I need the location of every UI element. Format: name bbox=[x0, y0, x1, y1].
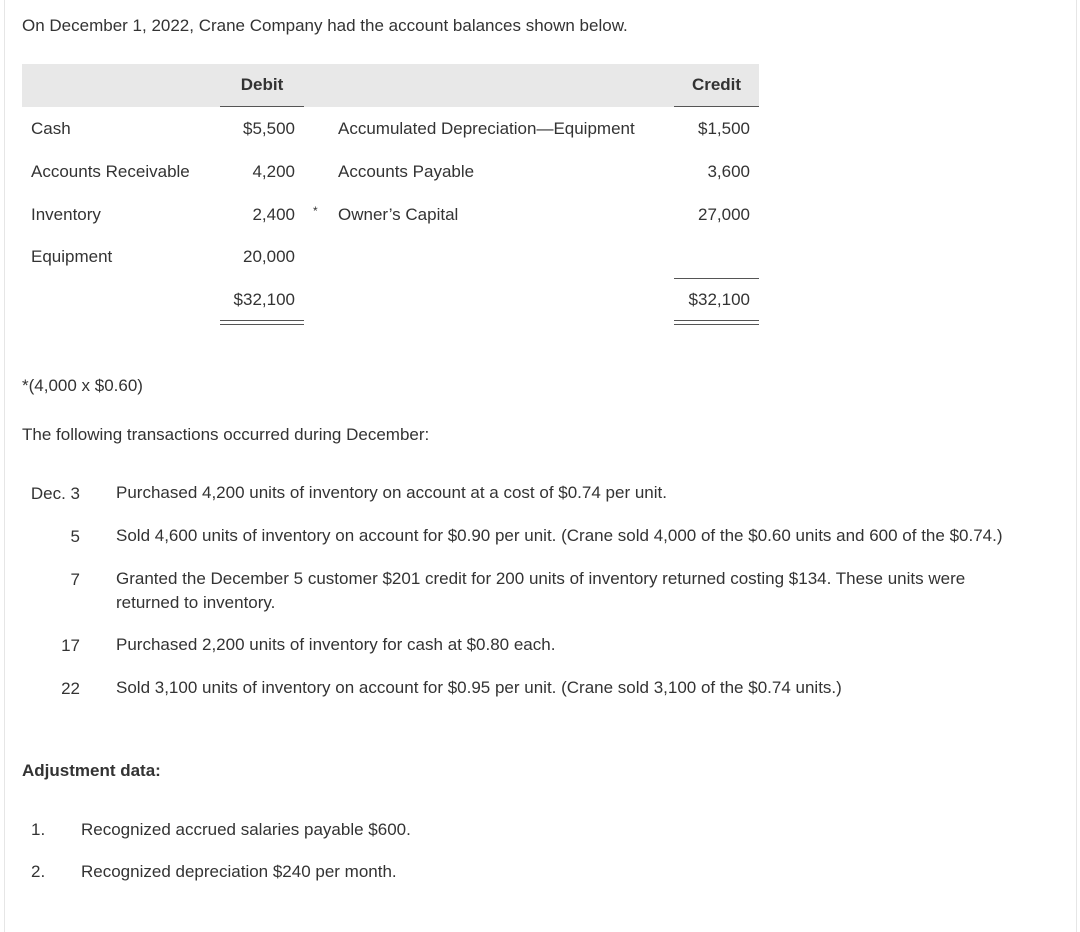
debit-account: Accounts Receivable bbox=[31, 162, 190, 181]
adjustment-number: 2. bbox=[31, 862, 46, 881]
debit-amount: 4,200 bbox=[252, 162, 295, 181]
transaction-text: Sold 4,600 units of inventory on account for $0.90 per unit. (Crane sold 4,000 of the $0.60 units and 600 of the $0.74.) bbox=[116, 526, 1003, 545]
debit-amount: 2,400 bbox=[252, 205, 295, 224]
table-header-band bbox=[22, 64, 759, 107]
credit-header-underline bbox=[674, 106, 759, 107]
transactions-intro: The following transactions occurred during December: bbox=[22, 425, 430, 444]
footnote-marker: * bbox=[313, 204, 318, 218]
transaction-text: Purchased 4,200 units of inventory on account at a cost of $0.74 per unit. bbox=[116, 483, 667, 502]
credit-amount: 3,600 bbox=[707, 162, 750, 181]
credit-total-rule bbox=[674, 278, 759, 279]
intro-text: On December 1, 2022, Crane Company had the account balances shown below. bbox=[22, 16, 628, 35]
credit-account: Accumulated Depreciation—Equipment bbox=[338, 119, 635, 138]
transaction-text: Sold 3,100 units of inventory on account for $0.95 per unit. (Crane sold 3,100 of the $0.74 units.) bbox=[116, 678, 842, 697]
transaction-text: Purchased 2,200 units of inventory for cash at $0.80 each. bbox=[116, 635, 556, 654]
adjustment-number: 1. bbox=[31, 820, 46, 839]
transaction-date: 7 bbox=[70, 570, 80, 589]
footnote: *(4,000 x $0.60) bbox=[22, 376, 143, 395]
transaction-date: 17 bbox=[61, 636, 80, 655]
content-frame bbox=[4, 0, 1077, 932]
adjustment-text: Recognized depreciation $240 per month. bbox=[81, 862, 397, 881]
credit-double-rule-2 bbox=[674, 324, 759, 325]
credit-account: Accounts Payable bbox=[338, 162, 475, 181]
debit-amount: 20,000 bbox=[243, 247, 295, 266]
debit-amount: $5,500 bbox=[243, 119, 295, 138]
debit-account: Cash bbox=[31, 119, 71, 138]
adjustment-text: Recognized accrued salaries payable $600. bbox=[81, 820, 411, 839]
credit-header: Credit bbox=[691, 75, 742, 94]
debit-header-underline bbox=[220, 106, 304, 107]
debit-total: $32,100 bbox=[233, 290, 295, 309]
debit-header: Debit bbox=[240, 75, 284, 94]
credit-double-rule-1 bbox=[674, 320, 759, 321]
debit-double-rule-2 bbox=[220, 324, 304, 325]
transaction-date: 5 bbox=[70, 527, 80, 546]
adjustment-title: Adjustment data: bbox=[22, 761, 161, 780]
credit-account: Owner’s Capital bbox=[338, 205, 459, 224]
transaction-date: 22 bbox=[61, 679, 80, 698]
debit-account: Equipment bbox=[31, 247, 113, 266]
debit-double-rule-1 bbox=[220, 320, 304, 321]
transaction-date: Dec. 3 bbox=[30, 484, 80, 503]
transaction-text: Granted the December 5 customer $201 credit for 200 units of inventory returned costing $134. These units were returned to inventory. bbox=[116, 569, 966, 612]
credit-amount: $1,500 bbox=[698, 119, 750, 138]
credit-total: $32,100 bbox=[688, 290, 750, 309]
credit-amount: 27,000 bbox=[698, 205, 750, 224]
debit-account: Inventory bbox=[31, 205, 101, 224]
